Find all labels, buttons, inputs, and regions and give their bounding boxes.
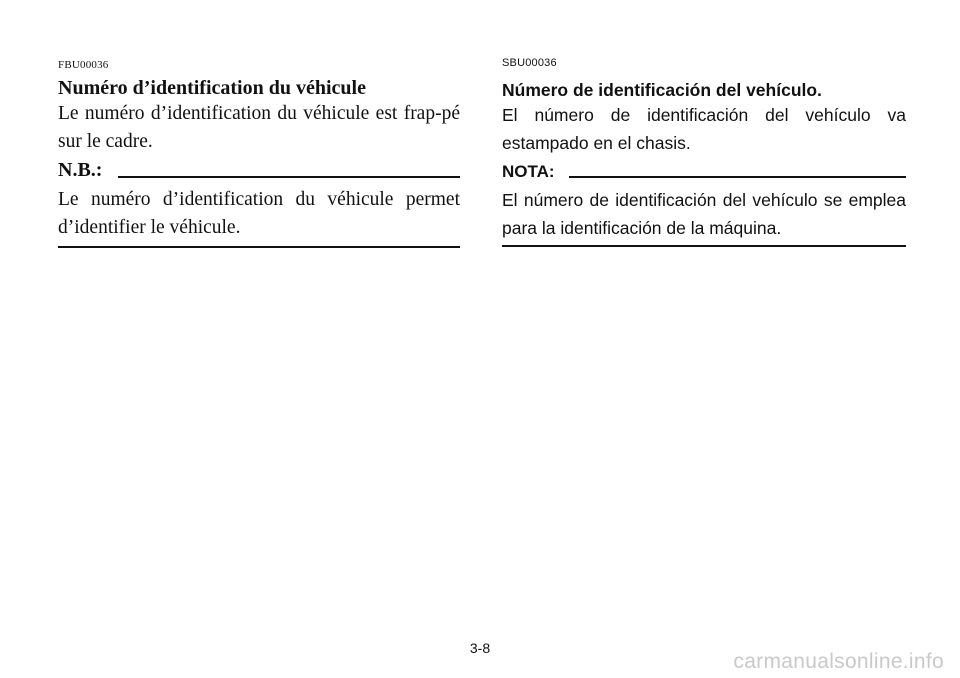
note-rule: [118, 176, 460, 178]
section-body: El número de identificación del vehículo va estampado en el chasis.: [502, 105, 906, 153]
section-body: Le numéro d’identification du véhicule est frap-pé sur le cadre.: [58, 103, 460, 152]
note-text: El número de identificación del vehículo se emplea para la identificación de la máquina.: [502, 190, 906, 238]
section-code: SBU00036: [502, 57, 557, 69]
note-header: [502, 160, 906, 182]
page-number: 3-8: [469, 640, 491, 656]
note-rule: [569, 176, 906, 178]
watermark: carmanualsonline.info: [733, 650, 944, 673]
section-heading: Número de identificación del vehículo.: [502, 80, 822, 100]
section-heading: Numéro d’identification du véhicule: [58, 77, 366, 99]
note-label: NOTA:: [502, 162, 555, 181]
note-end-rule: [502, 245, 906, 247]
note-text: Le numéro d’identification du véhicule permet d’identifier le véhicule.: [58, 189, 460, 238]
note-label: N.B.:: [58, 159, 103, 181]
note-header: [58, 160, 460, 182]
note-end-rule: [58, 246, 460, 248]
section-code: FBU00036: [58, 59, 109, 71]
